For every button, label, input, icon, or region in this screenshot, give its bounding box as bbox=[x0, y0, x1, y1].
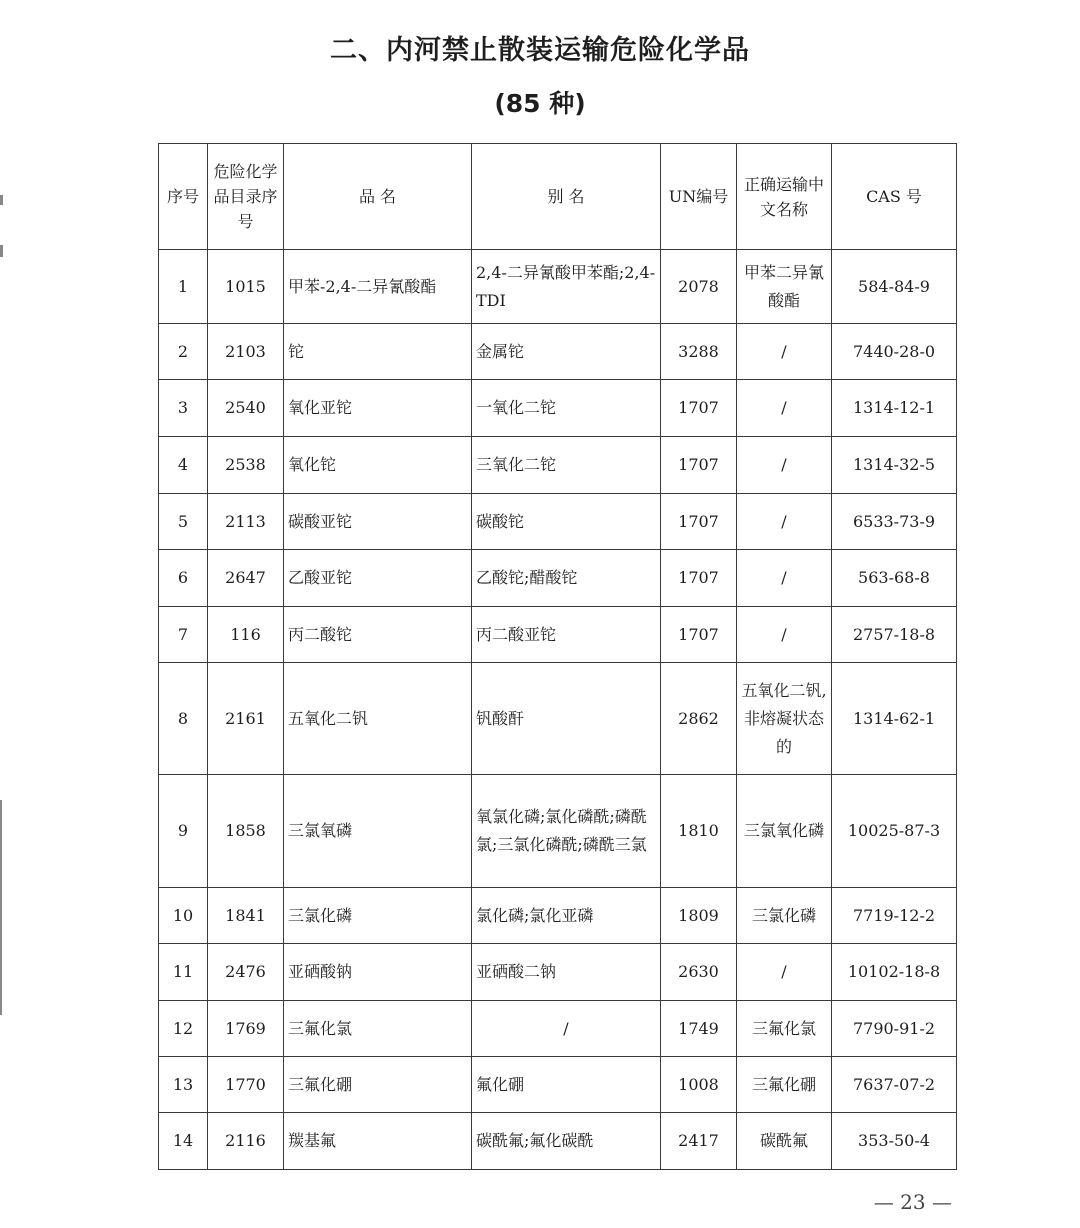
header-row bbox=[159, 144, 957, 250]
cell-alias: 氯化磷;氯化亚磷 bbox=[472, 888, 661, 944]
table-row bbox=[159, 1001, 957, 1057]
header-proper-name: 正确运输中文名称 bbox=[737, 144, 832, 250]
cell-cas: 10025-87-3 bbox=[832, 775, 957, 888]
cell-seq: 4 bbox=[159, 437, 208, 494]
cell-seq: 12 bbox=[159, 1001, 208, 1057]
table-row bbox=[159, 607, 957, 663]
chemicals-table bbox=[158, 143, 957, 1170]
cell-un: 1707 bbox=[661, 607, 737, 663]
cell-name: 羰基氟 bbox=[284, 1113, 472, 1170]
cell-alias: 丙二酸亚铊 bbox=[472, 607, 661, 663]
cell-un: 1749 bbox=[661, 1001, 737, 1057]
cell-proper-name: / bbox=[737, 550, 832, 607]
cell-cas: 7440-28-0 bbox=[832, 324, 957, 380]
cell-catalog: 2540 bbox=[208, 380, 284, 437]
cell-un: 1810 bbox=[661, 775, 737, 888]
cell-alias: 亚硒酸二钠 bbox=[472, 944, 661, 1001]
cell-seq: 5 bbox=[159, 494, 208, 550]
header-un: UN编号 bbox=[661, 144, 737, 250]
cell-cas: 7790-91-2 bbox=[832, 1001, 957, 1057]
cell-seq: 14 bbox=[159, 1113, 208, 1170]
table-row bbox=[159, 437, 957, 494]
cell-cas: 1314-12-1 bbox=[832, 380, 957, 437]
cell-un: 2862 bbox=[661, 663, 737, 775]
cell-catalog: 2161 bbox=[208, 663, 284, 775]
cell-name: 铊 bbox=[284, 324, 472, 380]
table-row bbox=[159, 775, 957, 888]
cell-catalog: 1015 bbox=[208, 250, 284, 324]
cell-catalog: 2538 bbox=[208, 437, 284, 494]
cell-alias: 乙酸铊;醋酸铊 bbox=[472, 550, 661, 607]
table-row bbox=[159, 1113, 957, 1170]
cell-seq: 3 bbox=[159, 380, 208, 437]
cell-alias: 氟化硼 bbox=[472, 1057, 661, 1113]
cell-cas: 584-84-9 bbox=[832, 250, 957, 324]
cell-alias: 金属铊 bbox=[472, 324, 661, 380]
cell-name: 三氟化硼 bbox=[284, 1057, 472, 1113]
cell-alias: 碳酸铊 bbox=[472, 494, 661, 550]
scan-edge-mark bbox=[0, 245, 3, 257]
cell-catalog: 2647 bbox=[208, 550, 284, 607]
cell-name: 三氯化磷 bbox=[284, 888, 472, 944]
cell-alias: 2,4-二异氰酸甲苯酯;2,4-TDI bbox=[472, 250, 661, 324]
cell-alias: 一氧化二铊 bbox=[472, 380, 661, 437]
table-row bbox=[159, 1057, 957, 1113]
cell-name: 氧化亚铊 bbox=[284, 380, 472, 437]
cell-catalog: 2103 bbox=[208, 324, 284, 380]
cell-proper-name: 甲苯二异氰酸酯 bbox=[737, 250, 832, 324]
cell-seq: 1 bbox=[159, 250, 208, 324]
cell-seq: 10 bbox=[159, 888, 208, 944]
cell-proper-name: 三氟化硼 bbox=[737, 1057, 832, 1113]
cell-name: 乙酸亚铊 bbox=[284, 550, 472, 607]
header-cas: CAS 号 bbox=[832, 144, 957, 250]
cell-seq: 8 bbox=[159, 663, 208, 775]
cell-cas: 7719-12-2 bbox=[832, 888, 957, 944]
cell-un: 3288 bbox=[661, 324, 737, 380]
cell-name: 丙二酸铊 bbox=[284, 607, 472, 663]
cell-cas: 1314-32-5 bbox=[832, 437, 957, 494]
cell-seq: 2 bbox=[159, 324, 208, 380]
cell-catalog: 1858 bbox=[208, 775, 284, 888]
cell-catalog: 1770 bbox=[208, 1057, 284, 1113]
cell-name: 甲苯-2,4-二异氰酸酯 bbox=[284, 250, 472, 324]
cell-proper-name: / bbox=[737, 437, 832, 494]
cell-name: 氧化铊 bbox=[284, 437, 472, 494]
cell-cas: 6533-73-9 bbox=[832, 494, 957, 550]
cell-proper-name: 三氟化氯 bbox=[737, 1001, 832, 1057]
cell-name: 三氯氧磷 bbox=[284, 775, 472, 888]
table-row bbox=[159, 380, 957, 437]
cell-un: 1008 bbox=[661, 1057, 737, 1113]
cell-un: 1707 bbox=[661, 550, 737, 607]
cell-cas: 563-68-8 bbox=[832, 550, 957, 607]
cell-seq: 9 bbox=[159, 775, 208, 888]
header-catalog: 危险化学品目录序号 bbox=[208, 144, 284, 250]
cell-catalog: 1841 bbox=[208, 888, 284, 944]
cell-alias: 碳酰氟;氟化碳酰 bbox=[472, 1113, 661, 1170]
cell-alias: 钒酸酐 bbox=[472, 663, 661, 775]
scan-edge-mark bbox=[0, 195, 3, 205]
cell-seq: 13 bbox=[159, 1057, 208, 1113]
cell-alias: / bbox=[472, 1001, 661, 1057]
cell-proper-name: / bbox=[737, 494, 832, 550]
cell-seq: 6 bbox=[159, 550, 208, 607]
cell-un: 1707 bbox=[661, 437, 737, 494]
cell-cas: 1314-62-1 bbox=[832, 663, 957, 775]
header-name: 品 名 bbox=[284, 144, 472, 250]
cell-catalog: 1769 bbox=[208, 1001, 284, 1057]
table-row bbox=[159, 663, 957, 775]
document-subtitle: (85 种) bbox=[494, 89, 586, 118]
cell-catalog: 116 bbox=[208, 607, 284, 663]
cell-proper-name: / bbox=[737, 324, 832, 380]
cell-proper-name: 三氯氧化磷 bbox=[737, 775, 832, 888]
table-row bbox=[159, 250, 957, 324]
cell-proper-name: / bbox=[737, 380, 832, 437]
cell-seq: 11 bbox=[159, 944, 208, 1001]
cell-name: 五氧化二钒 bbox=[284, 663, 472, 775]
cell-catalog: 2116 bbox=[208, 1113, 284, 1170]
header-alias: 别 名 bbox=[472, 144, 661, 250]
cell-seq: 7 bbox=[159, 607, 208, 663]
cell-name: 碳酸亚铊 bbox=[284, 494, 472, 550]
cell-un: 2417 bbox=[661, 1113, 737, 1170]
table-row bbox=[159, 324, 957, 380]
cell-proper-name: 碳酰氟 bbox=[737, 1113, 832, 1170]
cell-cas: 10102-18-8 bbox=[832, 944, 957, 1001]
cell-un: 1809 bbox=[661, 888, 737, 944]
cell-catalog: 2476 bbox=[208, 944, 284, 1001]
document-title: 二、内河禁止散装运输危险化学品 bbox=[330, 35, 750, 66]
header-seq: 序号 bbox=[159, 144, 208, 250]
cell-catalog: 2113 bbox=[208, 494, 284, 550]
cell-name: 三氟化氯 bbox=[284, 1001, 472, 1057]
cell-un: 1707 bbox=[661, 380, 737, 437]
cell-name: 亚硒酸钠 bbox=[284, 944, 472, 1001]
cell-un: 1707 bbox=[661, 494, 737, 550]
table-row bbox=[159, 550, 957, 607]
cell-proper-name: / bbox=[737, 944, 832, 1001]
cell-proper-name: 三氯化磷 bbox=[737, 888, 832, 944]
cell-un: 2630 bbox=[661, 944, 737, 1001]
cell-cas: 7637-07-2 bbox=[832, 1057, 957, 1113]
table-row bbox=[159, 944, 957, 1001]
cell-cas: 2757-18-8 bbox=[832, 607, 957, 663]
cell-un: 2078 bbox=[661, 250, 737, 324]
cell-proper-name: / bbox=[737, 607, 832, 663]
table-row bbox=[159, 494, 957, 550]
cell-proper-name: 五氧化二钒,非熔凝状态的 bbox=[737, 663, 832, 775]
cell-alias: 三氧化二铊 bbox=[472, 437, 661, 494]
cell-alias: 氧氯化磷;氯化磷酰;磷酰氯;三氯化磷酰;磷酰三氯 bbox=[472, 775, 661, 888]
page-number: — 23 — bbox=[873, 1190, 952, 1214]
table-row bbox=[159, 888, 957, 944]
cell-cas: 353-50-4 bbox=[832, 1113, 957, 1170]
scan-edge-mark bbox=[0, 800, 2, 1015]
